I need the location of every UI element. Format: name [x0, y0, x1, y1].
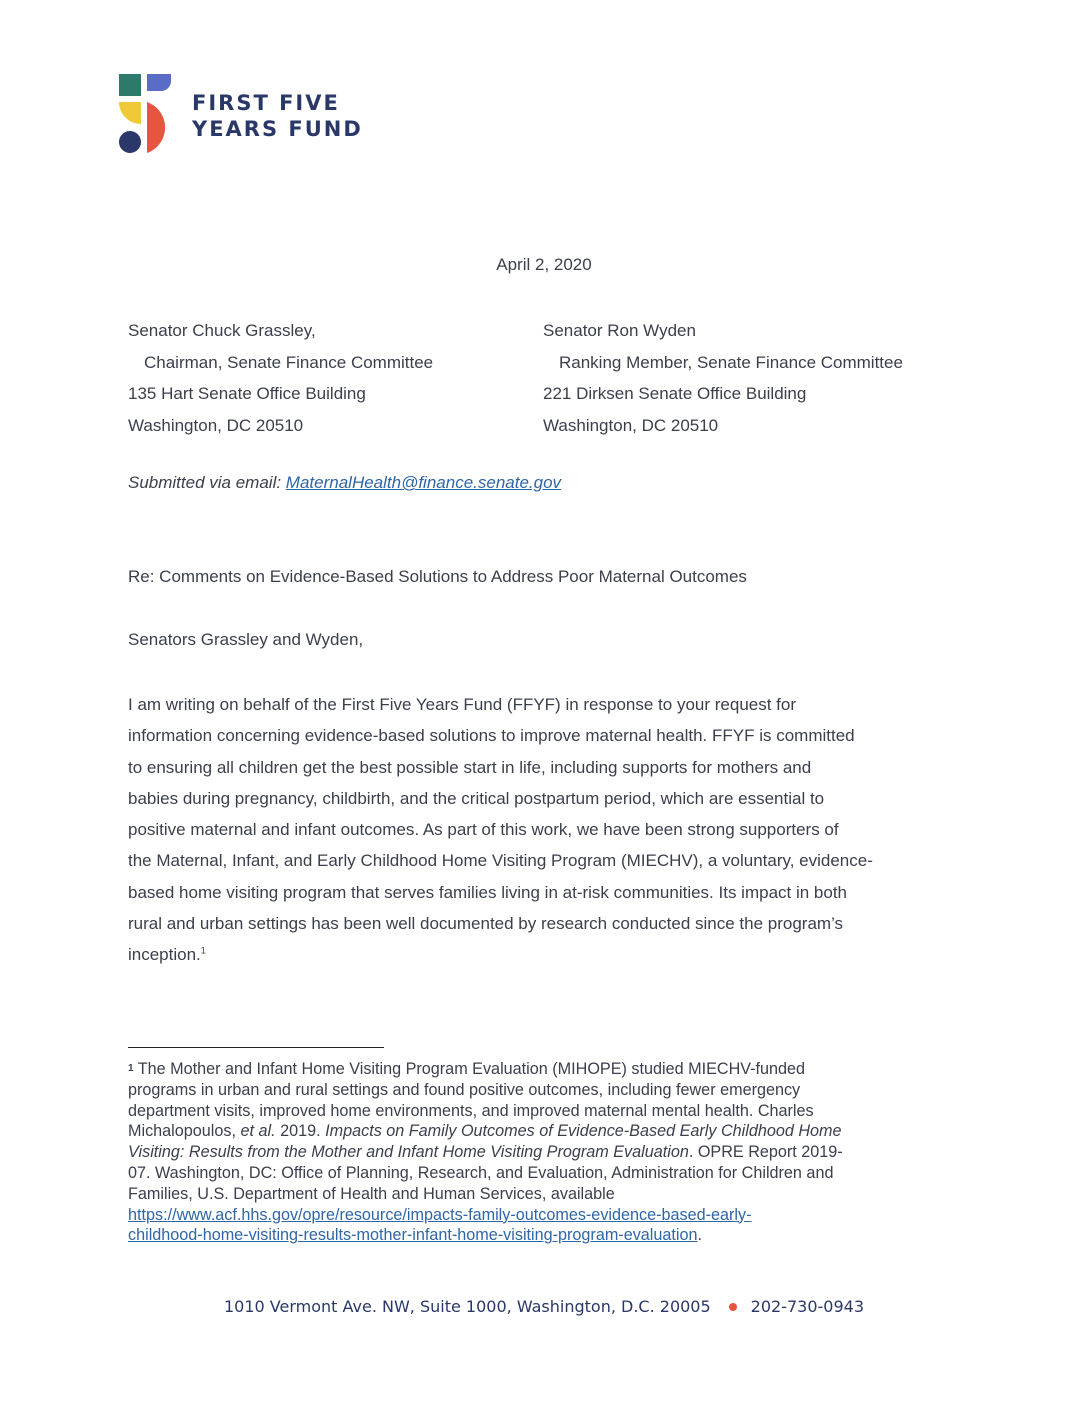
submitted-line — [128, 473, 561, 493]
footnote-line — [128, 1142, 958, 1163]
body-line: the Maternal, Infant, and Early Childhood Home Visiting Program (MIECHV), a voluntary, evidence- — [128, 851, 873, 871]
footnote-line — [128, 1225, 958, 1246]
logo-teal-square — [119, 74, 141, 96]
footnote-text: Michalopoulos, — [128, 1122, 241, 1141]
footnote-line: 07. Washington, DC: Office of Planning, Research, and Evaluation, Administration for Children and — [128, 1163, 834, 1182]
body-line: based home visiting program that serves families living in at-risk communities. Its impact in both — [128, 882, 848, 902]
footnote-end: . — [697, 1226, 702, 1245]
body-line: rural and urban settings has been well documented by research conducted since the program’s — [128, 914, 844, 934]
letter-date: April 2, 2020 — [496, 255, 592, 274]
recipient-block-grassley — [128, 315, 433, 441]
body-line: to ensuring all children get the best possible start in life, including supports for mothers and — [128, 757, 812, 777]
logo-wordmark — [192, 90, 363, 142]
footnote-text: The Mother and Infant Home Visiting Program Evaluation (MIHOPE) studied MIECHV-funded — [133, 1060, 806, 1078]
footnote-text: 2019. — [275, 1122, 326, 1141]
body-line: inception. — [128, 945, 201, 965]
body-line: positive maternal and infant outcomes. As part of this work, we have been strong supporters of — [128, 820, 839, 840]
logo-line-2: YEARS FUND — [192, 117, 363, 141]
footnote-line: programs in urban and rural settings and found positive outcomes, including fewer emergency — [128, 1080, 801, 1099]
recipient-block-wyden — [543, 315, 903, 441]
footnote-mark: 1 — [128, 1063, 134, 1074]
recipient-name: Senator Ron Wyden — [543, 321, 696, 340]
footnote-italic: et al. — [240, 1122, 276, 1141]
logo-yellow-shape — [119, 102, 141, 124]
submitted-label: Submitted via email: — [128, 473, 286, 492]
body-line: information concerning evidence-based solutions to improve maternal health. FFYF is committed — [128, 726, 855, 746]
footnote-divider — [128, 1047, 384, 1048]
footnote-link[interactable]: https://www.acf.hhs.gov/opre/resource/impacts-family-outcomes-evidence-based-early- — [128, 1205, 752, 1224]
footnote-reference[interactable]: 1 — [200, 945, 206, 956]
recipient-title: Chairman, Senate Finance Committee — [144, 352, 434, 372]
logo-mark — [119, 73, 177, 155]
recipient-city: Washington, DC 20510 — [128, 415, 304, 435]
logo-line-1: FIRST FIVE — [192, 91, 340, 115]
logo-indigo-shape — [147, 74, 171, 91]
body-paragraph — [128, 689, 948, 971]
recipient-address: 221 Dirksen Senate Office Building — [543, 384, 807, 403]
footnote-line — [128, 1205, 958, 1226]
body-line: I am writing on behalf of the First Five Years Fund (FFYF) in response to your request for — [128, 695, 797, 714]
logo-navy-circle — [119, 131, 141, 153]
footnote-link[interactable]: childhood-home-visiting-results-mother-infant-home-visiting-program-evaluation — [128, 1226, 698, 1245]
logo-coral-shape — [147, 102, 165, 153]
footnote — [128, 1059, 958, 1246]
footnote-text: . OPRE Report 2019- — [688, 1143, 843, 1162]
footnote-italic: Impacts on Family Outcomes of Evidence-Based Early Childhood Home — [325, 1122, 842, 1141]
body-line: babies during pregnancy, childbirth, and the critical postpartum period, which are essential to — [128, 788, 825, 808]
footnote-line: Families, U.S. Department of Health and Human Services, available — [128, 1184, 615, 1203]
logo-mark-icon — [119, 73, 177, 155]
footnote-line — [128, 1121, 958, 1142]
footnote-line — [128, 1059, 958, 1080]
footnote-italic: Visiting: Results from the Mother and Infant Home Visiting Program Evaluation — [128, 1143, 689, 1162]
separator-dot-icon — [729, 1303, 737, 1311]
recipient-address: 135 Hart Senate Office Building — [128, 384, 366, 403]
page-footer — [0, 1297, 1088, 1316]
recipient-name: Senator Chuck Grassley, — [128, 321, 316, 340]
footer-address: 1010 Vermont Ave. NW, Suite 1000, Washington, D.C. 20005 — [224, 1297, 711, 1316]
body-line-last — [128, 939, 948, 970]
salutation: Senators Grassley and Wyden, — [128, 630, 364, 649]
subject-line: Re: Comments on Evidence-Based Solutions to Address Poor Maternal Outcomes — [128, 567, 747, 586]
recipient-city: Washington, DC 20510 — [543, 415, 719, 435]
footnote-line: department visits, improved home environments, and improved maternal mental health. Charles — [128, 1101, 814, 1120]
footer-phone: 202-730-0943 — [750, 1297, 864, 1316]
recipient-title: Ranking Member, Senate Finance Committee — [559, 352, 903, 372]
email-link[interactable]: MaternalHealth@finance.senate.gov — [285, 473, 562, 492]
